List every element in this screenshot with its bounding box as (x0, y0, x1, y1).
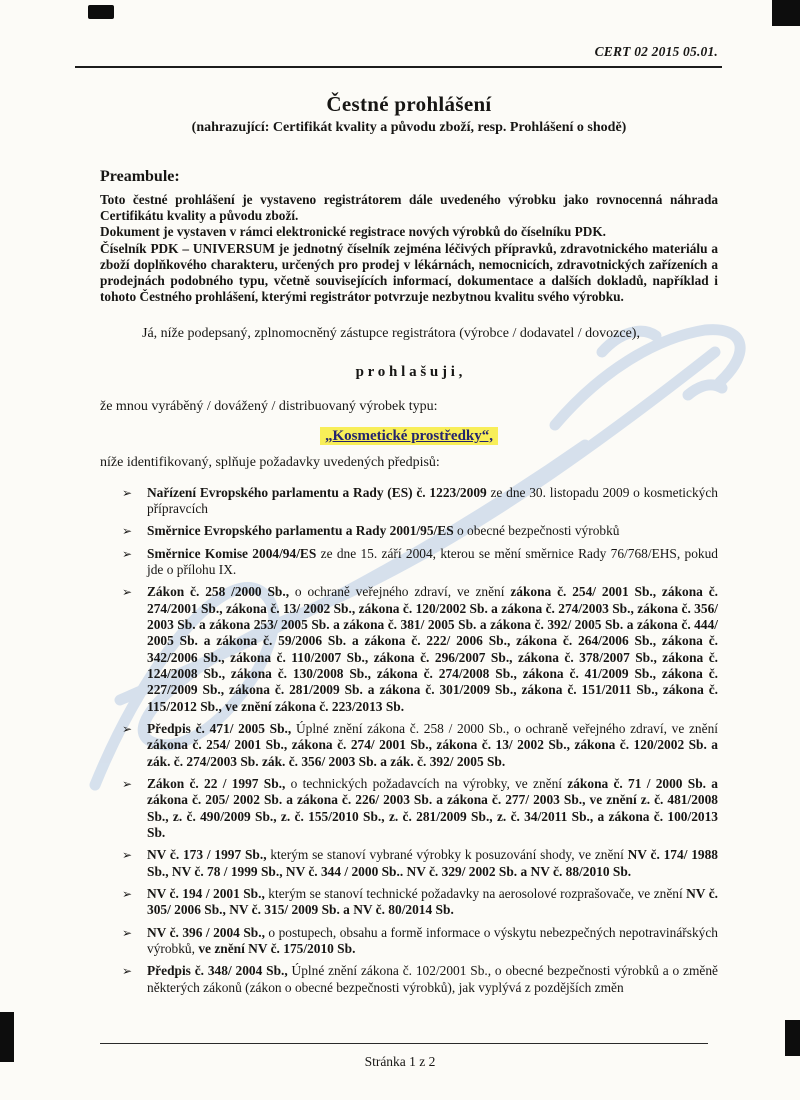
list-item (122, 485, 718, 518)
list-item (122, 776, 718, 841)
list-item (122, 963, 718, 996)
list-item (122, 886, 718, 919)
list-item-text: Směrnice Evropského parlamentu a Rady 2001/95/ES o obecné bezpečnosti výrobků (147, 523, 620, 539)
preambule-paragraph: Dokument je vystaven v rámci elektronické registrace nových výrobků do číselníku PDK. (100, 224, 606, 240)
page-subtitle: (nahrazující: Certifikát kvality a původu zboží, resp. Prohlášení o shodě) (191, 120, 627, 135)
product-intro: že mnou vyráběný / dovážený / distribuovaný výrobek typu: (100, 398, 438, 414)
preambule-paragraph: Číselník PDK – UNIVERSUM je jednotný číselník zejména léčivých přípravků, zdravotnického materiálu a zboží doplňkového charakteru, určených pro prodej v lékárnách, nemocnicích, zdravotnických zařízeních a prodejnách podobného typu, včetně souvisejících informací, dokumentace a dalších dokladů, například i tohoto Čestného prohlášení, kterými registrátor potvrzuje nezbytnou kvalitu svého výrobku. (100, 240, 718, 305)
page-title: Čestné prohlášení (326, 92, 492, 116)
arrow-bullet-icon: ➢ (122, 848, 133, 863)
product-type-line (100, 427, 718, 445)
regulation-list-intro: níže identifikovaný, splňuje požadavky uvedených předpisů: (100, 454, 440, 470)
document-code: CERT 02 2015 05.01. (594, 44, 718, 59)
list-item-text: Směrnice Komise 2004/94/ES ze dne 15. září 2004, kterou se mění směrnice Rady 76/768/EHS, pokud jde o přílohu IX. (147, 545, 718, 577)
scan-artifact-top-right (772, 0, 800, 26)
declarant-intro: Já, níže podepsaný, zplnomocněný zástupce registrátora (výrobce / dodavatel / dovozce), (142, 325, 640, 341)
list-item-text: NV č. 173 / 1997 Sb., kterým se stanoví vybrané výrobky k posuzování shody, ve znění NV č. 174/ 1988 Sb., NV č. 78 / 1999 Sb., NV č. 344 / 2000 Sb.. NV č. 329/ 2002 Sb. a NV č. 88/2010 Sb. (147, 847, 718, 879)
arrow-bullet-icon: ➢ (122, 585, 133, 600)
scan-artifact-bottom-right (785, 1020, 800, 1056)
arrow-bullet-icon: ➢ (122, 777, 133, 792)
arrow-bullet-icon: ➢ (122, 964, 133, 979)
arrow-bullet-icon: ➢ (122, 485, 133, 500)
footer-rule (100, 1043, 708, 1044)
list-item-text: Předpis č. 471/ 2005 Sb., Úplné znění zákona č. 258 / 2000 Sb., o ochraně veřejného zdraví, ve znění zákona č. 254/ 2001 Sb., zákona č. 274/ 2001 Sb., zákona č. 13/ 2002 Sb., zákona č. 120/2002 Sb. a zák. č. 274/2003 Sb. zák. č. 356/ 2003 Sb. a zák. č. 392/ 2005 Sb. (147, 721, 718, 769)
list-item-text: NV č. 396 / 2004 Sb., o postupech, obsahu a formě informace o výskytu nebezpečných nepotravinářských výrobků, ve znění NV č. 175/2010 Sb. (147, 924, 718, 957)
regulation-list (122, 485, 718, 997)
list-item-text: Předpis č. 348/ 2004 Sb., Úplné znění zákona č. 102/2001 Sb., o obecné bezpečnosti výrobků a o změně některých zákonů (zákon o obecné bezpečnosti výrobků), jak vyplývá z pozdějších změn (147, 963, 718, 995)
scan-artifact-top-left (88, 5, 114, 19)
preambule-paragraph: Toto čestné prohlášení je vystaveno registrátorem dále uvedeného výrobku jako rovnocenná náhrada Certifikátu kvality a původu zboží. (100, 192, 718, 224)
document-body (100, 76, 718, 1002)
list-item (122, 847, 718, 880)
list-item (122, 523, 718, 539)
product-type-highlight: „Kosmetické prostředky“, (320, 427, 498, 445)
list-item-text: Zákon č. 258 /2000 Sb., o ochraně veřejného zdraví, ve znění zákona č. 254/ 2001 Sb., zákona č. 274/2001 Sb., zákona č. 13/ 2002 Sb., zákona č. 120/2002 Sb. a zákona č. 274/2003 Sb., zákona č. 356/ 2003 Sb. a zákona 253/ 2005 Sb. a zákona č. 381/ 2005 Sb. a zákona č. 392/ 2005 Sb. a zákona č. 444/ 2005 Sb. a zákona č. 59/2006 Sb. a zákona č. 222/ 2006 Sb., zákona č. 264/2006 Sb., zákona č. 342/2006 Sb., zákona č. 110/2007 Sb., zákona č. 296/2007 Sb., zákona č. 378/2007 Sb., zákona č. 124/2008 Sb., zákona č. 130/2008 Sb., zákona č. 274/2008 Sb., zákona č. 41/2009 Sb., zákona č. 227/2009 Sb., zákona č. 281/2009 Sb. a zákona č. 301/2009 Sb., zákona č. 151/2011 Sb., zákona č. 115/2012 Sb., ve znění zákona č. 223/2013 Sb. (147, 584, 718, 714)
arrow-bullet-icon: ➢ (122, 722, 133, 736)
list-item (122, 584, 718, 715)
header-rule (75, 66, 722, 68)
declaration-verb: p r o h l a š u j i , (355, 363, 463, 380)
list-item (122, 546, 718, 579)
arrow-bullet-icon: ➢ (122, 887, 133, 902)
arrow-bullet-icon: ➢ (122, 925, 133, 940)
list-item (122, 721, 718, 770)
list-item-text: Nařízení Evropského parlamentu a Rady (ES) č. 1223/2009 ze dne 30. listopadu 2009 o kosmetických přípravcích (147, 484, 719, 516)
preambule-heading: Preambule: (100, 168, 180, 185)
preambule-paragraphs (100, 192, 718, 306)
page-number: Stránka 1 z 2 (364, 1054, 436, 1069)
list-item-text: Zákon č. 22 / 1997 Sb., o technických požadavcích na výrobky, ve znění zákona č. 71 / 2000 Sb. a zákona č. 205/ 2002 Sb. a zákona č. 226/ 2003 Sb. a zákona č. 277/ 2003 Sb., ve znění z. č. 481/2008 Sb., z. č. 490/2009 Sb., z. č. 155/2010 Sb., z. č. 281/2009 Sb., z. č. 34/2011 Sb., a zákona č. 100/2013 Sb. (147, 776, 718, 841)
arrow-bullet-icon: ➢ (122, 524, 133, 539)
list-item (122, 925, 718, 958)
arrow-bullet-icon: ➢ (122, 546, 133, 561)
list-item-text: NV č. 194 / 2001 Sb., kterým se stanoví technické požadavky na aerosolové rozprašovače, ve znění NV č. 305/ 2006 Sb., NV č. 315/ 2009 Sb. a NV č. 80/2014 Sb. (147, 886, 718, 918)
